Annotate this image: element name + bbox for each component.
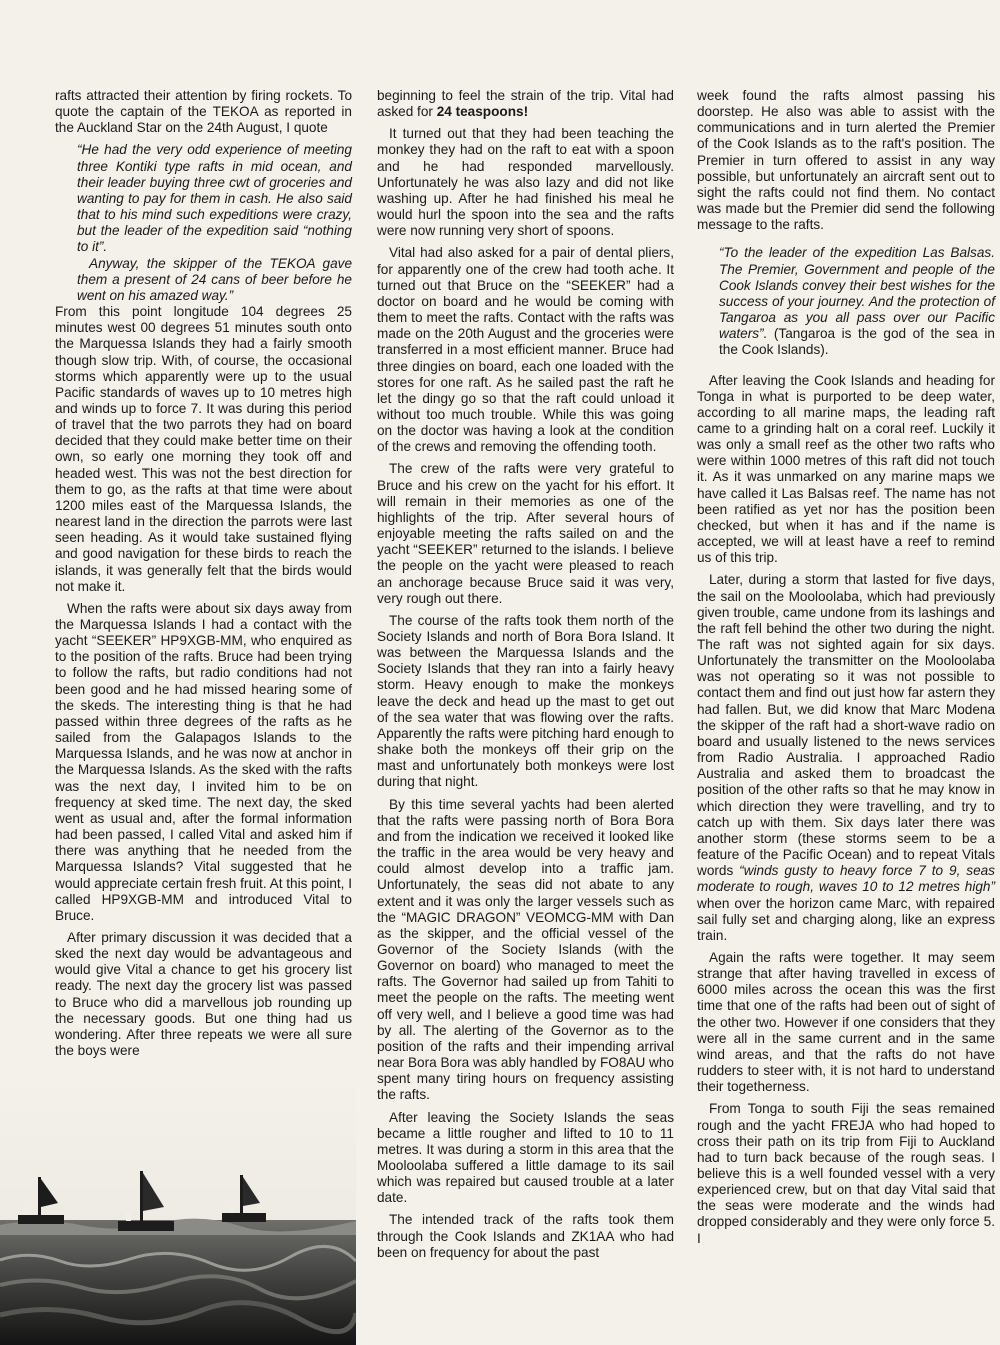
paragraph: After leaving the Cook Islands and heading for Tonga in what is purported to be deep water, according to all marine maps, the leading raft came to a grinding halt on a coral reef. Luckily it was only a small reef as the other two rafts who were within 1000 metres of this raft did not touch it. As it was unmarked on any marine maps we have called it Las Balsas reef. The name has not been ratified as yet nor has the position been checked, but when it has and if the name is accepted, we will at least have a reef to remind us of this trip. [697, 372, 995, 566]
column-3 [697, 88, 995, 1253]
paragraph-text: when over the horizon came Marc, with repaired sail fully set and charging along, like an express train. [697, 895, 995, 943]
column-2 [377, 88, 674, 1267]
paragraph-text: Later, during a storm that lasted for five days, the sail on the Mooloolaba, which had previously given trouble, came undone from its lashings and the raft fell behind the other two during the night. The raft was not sighted again for six days. Unfortunately the transmitter on the Mooloolaba was not operating so it was not possible to contact them and find out just how far astern they had fallen. But, we did know that Marc Modena the skipper of the raft had a short-wave radio on board and usually listened to the news services from Radio Australia. I approached Radio Australia and asked them to broadcast the position of the other rafts so that he may know in which direction they were travelling, and try to catch up with them. Six days later there was another storm (these storms seem to be a feature of the Pacific Ocean) and to repeat Vitals words [697, 572, 995, 879]
quote-paragraph: Anyway, the skipper of the TEKOA gave them a present of 24 cans of beer before he went on his amazed way.” [77, 255, 352, 303]
bold-text: 24 teaspoons! [436, 104, 529, 120]
paragraph: Vital had also asked for a pair of dental pliers, for apparently one of the crew had tooth ache. It turned out that Bruce on the “SEEKER” had a doctor on board and he would be coming with them to meet the rafts. Contact with the rafts was made on the 20th August and the groceries were transferred in a most efficient manner. Bruce had three dingies on board, each one loaded with the stores for one raft. As he sailed past the raft he let the dingy go so that the raft could unload it without too much trouble. While this was going on the doctor was having a look at the condition of the crews and removing the offending tooth. [377, 245, 674, 455]
paragraph: week found the rafts almost passing his doorstep. He also was able to assist with the communications and in turn alerted the Premier of the Cook Islands as to the raft's position. The Premier in turn offered to assist in any way possible, but unfortunately an aircraft sent out to sight the rafts could not find them. No contact was made but the Premier did send the following message to the rafts. [697, 88, 995, 233]
paragraph: When the rafts were about six days away from the Marquessa Islands I had a contact with the yacht “SEEKER” HP9XGB-MM, who enquired as to the position of the rafts. Bruce had been trying to follow the rafts, but radio conditions had not been good and he had missed hearing some of the skeds. The interesting thing is that he had passed within three degrees of the rafts as he sailed from the Galapagos Islands to the Marquessa Islands, and he was now at anchor in the Marquessa Islands. As the sked with the rafts was the next day, I invited him to be on frequency at sked time. The next day, the sked went as usual and, after the formal information had been passed, I called Vital and asked him if there was anything that he needed from the Marquessa Islands? Vital suggested that he would appreciate certain fresh fruit. At this point, I called HP9XGB-MM and introduced Vital to Bruce. [55, 600, 352, 923]
paragraph: It turned out that they had been teaching the monkey they had on the raft to eat with a spoon and he had responded marvellously. Unfortunately he was also lazy and did not like washing up. After he had finished his meal he would hurl the spoon into the sea and the rafts were now running very short of spoons. [377, 126, 674, 239]
paragraph: Again the rafts were together. It may seem strange that after having travelled in excess of 6000 miles across the ocean this was the first time that one of the rafts had been out of sight of the other two. However if one considers that they were all in the same current and in the same wind areas, and that the rafts do not have rudders to steer with, it is not hard to understand their togetherness. [697, 949, 995, 1095]
rafts-at-sea-photo [0, 1075, 356, 1345]
paragraph-text: beginning to feel the strain of the trip. Vital had asked for [377, 88, 674, 120]
column-1 [55, 88, 352, 1065]
tekoa-quote [77, 142, 352, 304]
premier-quote [719, 245, 995, 358]
paragraph [377, 88, 674, 120]
quote-paragraph: “He had the very odd experience of meeting three Kontiki type rafts in mid ocean, and their leader buying three cwt of groceries and wanting to pay for them in cash. He also said that to his mind such expeditions were crazy, but the leader of the expedition said “nothing to it”. [77, 142, 352, 255]
paragraph: After primary discussion it was decided that a sked the next day would be advantageous and would give Vital a chance to get his grocery list ready. The next day the grocery list was passed to Bruce who did a marvellous job rounding up the necessary goods. But one thing had us wondering. After three repeats we were all sure the boys were [55, 929, 352, 1059]
paragraph: The course of the rafts took them north of the Society Islands and north of Bora Bora Island. It was between the Marquessa Islands and the Society Islands that they ran into a fairly heavy storm. Heavy enough to make the monkeys leave the deck and head up the mast to get out of the sea water that was flowing over the rafts. Apparently the rafts were pitching hard enough to shake both the monkeys off their grip on the mast and unfortunately both monkeys were lost during that night. [377, 612, 674, 790]
paragraph: By this time several yachts had been alerted that the rafts were passing north of Bora Bora and from the indication we received it looked like the traffic in the area would be very heavy and could almost develop into a traffic jam. Unfortunately, the seas did not abate to any extent and it was only the larger vessels such as the “MAGIC DRAGON” VEOMCG-MM with Dan as the skipper, and the official vessel of the Governor of the Society Islands (with the Governor on board) who managed to meet the rafts. The Governor had sailed up from Tahiti to meet the people on the rafts. The meeting went off very well, and I believe a good time was had by all. The alerting of the Governor as to the position of the rafts and their impending arrival near Bora Bora was ably handled by FO8AU who spent many tiring hours on frequency assisting the rafts. [377, 796, 674, 1103]
paragraph: The crew of the rafts were very grateful to Bruce and his crew on the yacht for his effort. It will remain in their memories as one of the highlights of the trip. After several hours of enjoyable meeting the rafts sailed on and the yacht “SEEKER” returned to the islands. I believe the people on the yacht were pleased to reach an anchorage because Bruce said it was very, very rough out there. [377, 461, 674, 606]
italic-text: “winds gusty to heavy force 7 to 9, seas moderate to rough, waves 10 to 12 metres high” [697, 863, 995, 895]
quote-note: (Tangaroa is the god of the sea in the Cook Islands). [719, 326, 995, 358]
paragraph: From Tonga to south Fiji the seas remained rough and the yacht FREJA who had hoped to cross their path on its trip from Fiji to Auckland had to turn back because of the rough seas. I believe this is a well founded vessel with a very experienced crew, but on that day Vital said that the seas were moderate and the winds had dropped considerably and they were only force 5. I [697, 1101, 995, 1246]
paragraph: From this point longitude 104 degrees 25 minutes west 00 degrees 51 minutes south onto the Marquessa Islands they had a fairly smooth though slow trip. With, of course, the occasional storms which apparently were up to the usual Pacific standards of waves up to 10 metres high and winds up to force 7. It was during this period of travel that the two parrots they had on board decided that they could make better time on their own, so early one morning they took off and headed west. This was not the best direction for them to go, as the rafts at that time were about 1200 miles east of the Marquessa Islands, the nearest land in the direction the parrots were last seen heading. As it would take sustained flying and good navigation for these birds to reach the islands, it was generally felt that the birds would not make it. [55, 304, 352, 594]
paragraph [697, 572, 995, 944]
paragraph: After leaving the Society Islands the seas became a little rougher and lifted to 10 to 11 metres. It was during a storm in this area that the Mooloolaba suffered a little damage to its sail which was repaired but caused trouble at a later date. [377, 1109, 674, 1206]
paragraph: rafts attracted their attention by firing rockets. To quote the captain of the TEKOA as reported in the Auckland Star on the 24th August, I quote [55, 88, 352, 136]
paragraph: The intended track of the rafts took them through the Cook Islands and ZK1AA who had been on frequency for about the past [377, 1212, 674, 1260]
quote-text: “To the leader of the expedition Las Balsas. The Premier, Government and people of the Cook Islands convey their best wishes for the success of your journey. And the protection of Tangaroa as you all pass over our Pacific waters”. [719, 245, 995, 342]
